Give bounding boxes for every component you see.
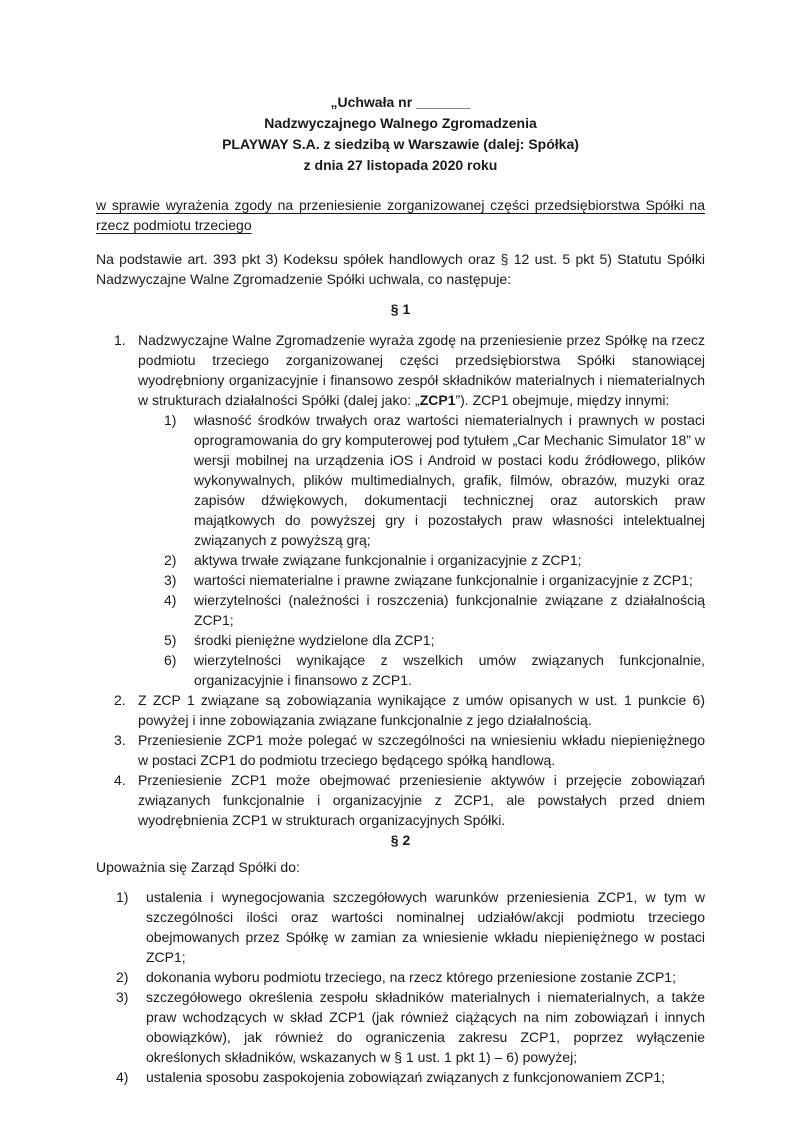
sublist-item-marker: 4) <box>164 592 177 608</box>
list-item <box>96 690 705 730</box>
list-item <box>96 987 705 1067</box>
sublist-item-text: wierzytelności (należności i roszczenia) funkcjonalnie związane z działalnością ZCP1; <box>194 592 705 628</box>
sublist-item <box>138 570 705 590</box>
list-item-text: Przeniesienie ZCP1 może obejmować przeniesienie aktywów i przejęcie zobowiązań związanych funkcjonalnie i organizacyjnie z ZCP1, ale powstałych przed dniem wyodrębnienia ZCP1 w strukturach organizacyjnych Spółki. <box>138 772 705 828</box>
resolution-subject: w sprawie wyrażenia zgody na przeniesienie zorganizowanej części przedsiębiorstwa Spółki na rzecz podmiotu trzeciego <box>96 197 705 233</box>
sublist-item-text: wierzytelności wynikające z wszelkich umów związanych funkcjonalnie, organizacyjnie i finansowo z ZCP1. <box>194 652 705 688</box>
list-item <box>96 967 705 987</box>
section-1-list <box>96 330 705 830</box>
sublist-item <box>138 630 705 650</box>
list-item <box>96 1067 705 1087</box>
list-item-marker: 4. <box>114 772 126 788</box>
list-item-marker: 4) <box>116 1069 129 1085</box>
list-item-text: szczegółowego określenia zespołu składników materialnych i niematerialnych, a także praw wchodzących w skład ZCP1 (jak również ciążących na nim zobowiązań i innych obowiązków), jak również do ograniczenia zakresu ZCP1, poprzez wyłączenie określonych składników, wskazanych w § 1 ust. 1 pkt 1) – 6) powyżej; <box>146 989 705 1065</box>
sublist-item-marker: 6) <box>164 652 177 668</box>
list-item-marker: 3) <box>116 989 129 1005</box>
list-item-marker: 1. <box>114 332 126 348</box>
sublist-item-marker: 2) <box>164 552 177 568</box>
sublist-item <box>138 590 705 630</box>
list-item-text-bold: ZCP1 <box>419 392 456 408</box>
sublist-item-marker: 3) <box>164 572 177 588</box>
sublist-item-text: aktywa trwałe związane funkcjonalnie i organizacyjnie z ZCP1; <box>194 552 582 568</box>
title-line-company: PLAYWAY S.A. z siedzibą w Warszawie (dalej: Spółka) <box>222 136 579 152</box>
title-line-assembly: Nadzwyczajnego Walnego Zgromadzenia <box>264 115 537 131</box>
document-title <box>96 92 705 176</box>
list-item <box>96 330 705 690</box>
list-item-marker: 2. <box>114 692 126 708</box>
sublist-item <box>138 410 705 550</box>
sublist-item-text: wartości niematerialne i prawne związane funkcjonalnie i organizacyjnie z ZCP1; <box>194 572 693 588</box>
section-2-intro: Upoważnia się Zarząd Spółki do: <box>96 859 300 875</box>
title-line-resolution-number: „Uchwała nr _______ <box>330 94 471 110</box>
list-item-text: Z ZCP 1 związane są zobowiązania wynikające z umów opisanych w ust. 1 punkcie 6) powyżej i inne zobowiązania związane funkcjonalnie z jego działalnością. <box>138 692 705 728</box>
list-item-marker: 3. <box>114 732 126 748</box>
section-2-list <box>96 887 705 1087</box>
section-2-heading: § 2 <box>390 832 411 848</box>
legal-basis-paragraph: Na podstawie art. 393 pkt 3) Kodeksu spółek handlowych oraz § 12 ust. 5 pkt 5) Statutu Spółki Nadzwyczajne Walne Zgromadzenie Spółki uchwala, co następuje: <box>96 251 705 287</box>
list-item-marker: 2) <box>116 969 129 985</box>
list-item-text: ustalenia i wynegocjowania szczegółowych warunków przeniesienia ZCP1, w tym w szczególności ilości oraz wartości nominalnej udziałów/akcji podmiotu trzeciego obejmowanych przez Spółkę w zamian za wniesienie wkładu niepieniężnego w postaci ZCP1; <box>146 889 705 965</box>
list-item <box>96 730 705 770</box>
title-line-date: z dnia 27 listopada 2020 roku <box>303 157 498 173</box>
sublist-item-text: własność środków trwałych oraz wartości niematerialnych i prawnych w postaci oprogramowania do gry komputerowej pod tytułem „Car Mechanic Simulator 18” w wersji mobilnej na urządzenia iOS i Android w postaci kodu źródłowego, plików wykonywalnych, plików multimedialnych, grafik, filmów, obrazów, muzyki oraz zapisów dźwiękowych, dokumentacji technicznej oraz autorskich praw majątkowych do powyższej gry i pozostałych praw własności intelektualnej związanych z powyższą grą; <box>194 412 705 548</box>
list-item-text: Przeniesienie ZCP1 może polegać w szczególności na wniesieniu wkładu niepieniężnego w postaci ZCP1 do podmiotu trzeciego będącego spółką handlową. <box>138 732 705 768</box>
sublist-item-marker: 5) <box>164 632 177 648</box>
list-item-text-pre: Nadzwyczajne Walne Zgromadzenie wyraża zgodę na przeniesienie przez Spółkę na rzecz podmiotu trzeciego zorganizowanej części przedsiębiorstwa Spółki stanowiącej wyodrębniony organizacyjnie i finansowo zespół składników materialnych i niematerialnych w strukturach działalności Spółki (dalej jako: „ <box>138 332 705 408</box>
list-item <box>96 887 705 967</box>
sublist-item <box>138 550 705 570</box>
list-item <box>96 770 705 830</box>
list-item-text: dokonania wyboru podmiotu trzeciego, na rzecz którego przeniesione zostanie ZCP1; <box>146 969 676 985</box>
sublist-item <box>138 650 705 690</box>
zcp1-components-sublist <box>138 410 705 690</box>
sublist-item-marker: 1) <box>164 412 177 428</box>
list-item-text-post: ”). ZCP1 obejmuje, między innymi: <box>455 392 670 408</box>
list-item-marker: 1) <box>116 889 129 905</box>
sublist-item-text: środki pieniężne wydzielone dla ZCP1; <box>194 632 435 648</box>
list-item-text: ustalenia sposobu zaspokojenia zobowiązań związanych z funkcjonowaniem ZCP1; <box>146 1069 666 1085</box>
section-1-heading: § 1 <box>390 301 411 317</box>
